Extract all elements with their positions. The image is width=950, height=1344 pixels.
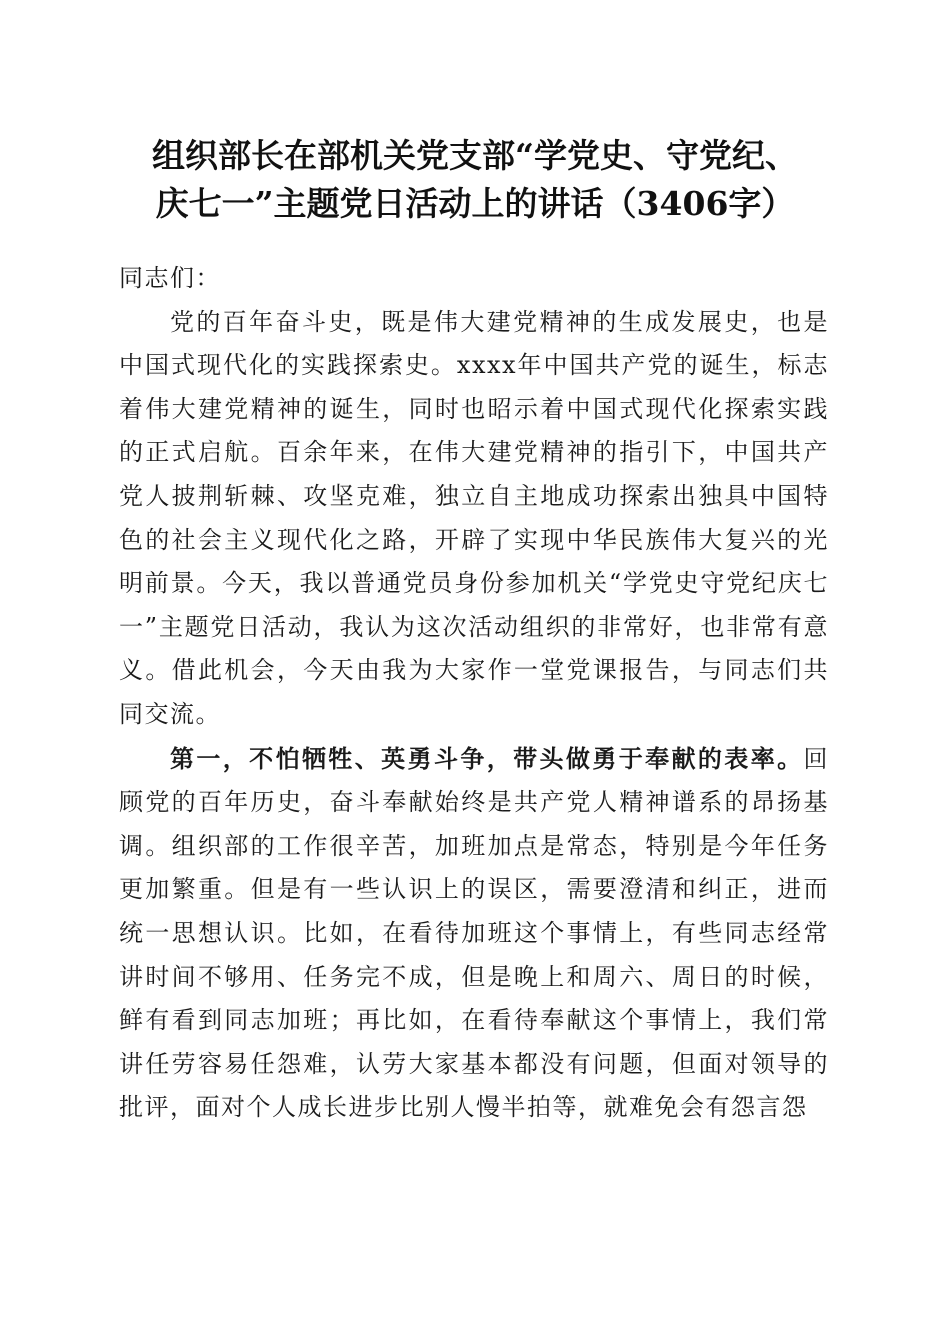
- paragraph-first-point-heading: 第一，不怕牺牲、英勇斗争，带头做勇于奉献的表率。: [170, 743, 804, 773]
- paragraph-first-point-text: 回顾党的百年历史，奋斗奉献始终是共产党人精神谱系的昂扬基调。组织部的工作很辛苦，加班加点是常态，特别是今年任务更加繁重。但是有一些认识上的误区，需要澄清和纠正，进而统一思想认识。比如，在看待加班这个事情上，有些同志经常讲时间不够用、任务完不成，但是晚上和周六、周日的时候，鲜有看到同志加班；再比如，在看待奉献这个事情上，我们常讲任劳容易任怨难，认劳大家基本都没有问题，但面对领导的批评，面对个人成长进步比别人慢半拍等，就难免会有怨言怨: [119, 744, 829, 1122]
- document-body: [119, 257, 829, 1130]
- title-line-1: 组织部长在部机关党支部“学党史、守党纪、: [152, 136, 798, 175]
- document-title: [100, 132, 850, 228]
- salutation: 同志们：: [119, 264, 221, 292]
- paragraph-intro: [119, 301, 829, 737]
- title-line-2: 庆七一”主题党日活动上的讲话（3406字）: [155, 184, 795, 223]
- paragraph-first-point: [119, 737, 829, 1130]
- paragraph-intro-text: 党的百年奋斗史，既是伟大建党精神的生成发展史，也是中国式现代化的实践探索史。xxxx年中国共产党的诞生，标志着伟大建党精神的诞生，同时也昭示着中国式现代化探索实践的正式启航。百余年来，在伟大建党精神的指引下，中国共产党人披荆斩棘、攻坚克难，独立自主地成功探索出独具中国特色的社会主义现代化之路，开辟了实现中华民族伟大复兴的光明前景。今天，我以普通党员身份参加机关“学党史守党纪庆七一”主题党日活动，我认为这次活动组织的非常好，也非常有意义。借此机会，今天由我为大家作一堂党课报告，与同志们共同交流。: [119, 307, 829, 728]
